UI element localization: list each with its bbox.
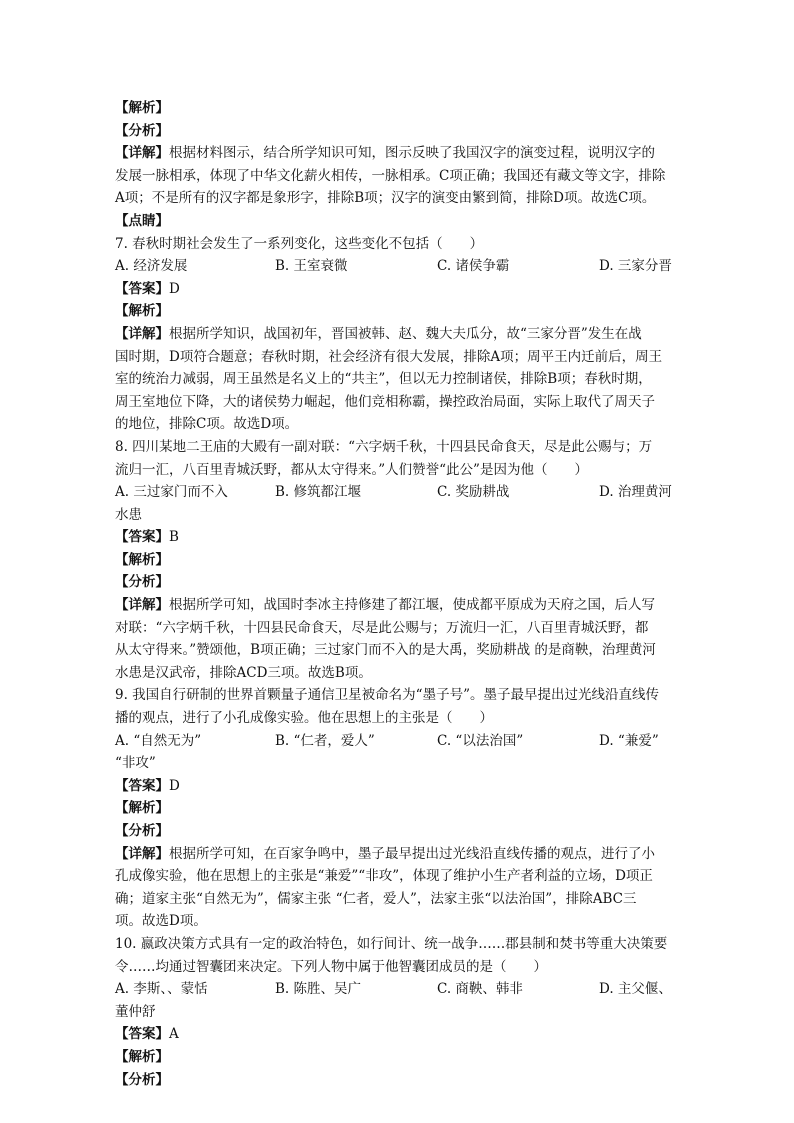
analysis-tag: 【解析】 (115, 800, 169, 817)
q7-option-a: A. 经济发展 (115, 258, 188, 275)
q7-detail-line-4: 周王室地位下降，大的诸侯势力崛起，他们竞相称霸，操控政治局面，实际上取代了周天子 (115, 393, 655, 410)
q9-detail-line-1: 根据所学可知，在百家争鸣中，墨子最早提出过光线沿直线传播的观点，进行了小 (169, 845, 655, 862)
q8-detail-line-4: 水患是汉武帝，排除ACD三项。故选B项。 (115, 664, 372, 681)
q9-answer (115, 775, 685, 798)
q10-option-d: D. 主父偃、 (599, 981, 672, 998)
q6-detail-line-3: A项；不是所有的汉字都是象形字，排除B项；汉字的演变由繁到简，排除D项。故选C项。 (115, 190, 656, 207)
detail-tag: 【详解】 (115, 325, 169, 342)
q6-detail (115, 142, 685, 165)
q7-detail-line-3: 室的统治力减弱，周王虽然是名义上的“共主”，但以无力控制诸侯，排除B项；春秋时期， (115, 371, 652, 388)
q8-option-c: C. 奖励耕战 (437, 484, 510, 501)
q8-stem-line-2: 流归一汇，八百里青城沃野，都从太守得来。”人们赞誉“此公”是因为他（ ） (115, 461, 588, 478)
answer-tag: 【答案】 (115, 529, 169, 546)
q7-detail-line-5: 的地位，排除C项。故选D项。 (115, 416, 299, 433)
remark-tag: 【点睛】 (115, 212, 169, 229)
breakdown-tag: 【分析】 (115, 574, 169, 591)
q9-option-a: A. “自然无为” (115, 732, 202, 749)
q8-options (115, 481, 685, 504)
q7-answer (115, 278, 685, 301)
q10-options (115, 978, 685, 1001)
q10-option-c: C. 商鞅、韩非 (437, 981, 523, 998)
q8-stem-line-1: 8. 四川某地二王庙的大殿有一副对联：“六字炳千秋，十四县民命食天，尽是此公赐与；万 (115, 438, 653, 455)
q7-option-c: C. 诸侯争霸 (437, 258, 510, 275)
q9-option-c: C. “以法治国” (437, 732, 524, 749)
q8-detail (115, 594, 685, 617)
q8-option-d-cont: 水患 (115, 506, 142, 523)
q7-detail-line-1: 根据所学知识，战国初年，晋国被韩、赵、魏大夫瓜分，故“三家分晋”发生在战 (169, 325, 642, 342)
q9-detail-line-2: 孔成像实验，他在思想上的主张是“兼爱”“非攻”，体现了维护小生产者利益的立场，D项正 (115, 868, 653, 885)
q9-detail (115, 843, 685, 866)
q10-option-d-cont: 董仲舒 (115, 1003, 156, 1020)
q8-answer (115, 526, 685, 549)
q8-answer-value: B (169, 529, 179, 546)
q7-stem: 7. 春秋时期社会发生了一系列变化，这些变化不包括（ ） (115, 235, 484, 252)
q7-option-d: D. 三家分晋 (599, 258, 672, 275)
q10-option-a: A. 李斯、、蒙恬 (115, 981, 208, 998)
q9-stem-line-1: 9. 我国自行研制的世界首颗量子通信卫星被命名为“墨子号”。墨子最早提出过光线沿直线传 (115, 687, 659, 704)
detail-tag: 【详解】 (115, 597, 169, 614)
q7-answer-value: D (169, 280, 180, 297)
q10-answer (115, 1023, 685, 1046)
q7-detail (115, 323, 685, 346)
analysis-tag: 【解析】 (115, 303, 169, 320)
q9-option-d: D. “兼爱” (599, 732, 659, 749)
analysis-tag: 【解析】 (115, 1048, 169, 1065)
breakdown-tag: 【分析】 (115, 122, 169, 139)
breakdown-tag: 【分析】 (115, 1071, 169, 1088)
q8-detail-line-3: 从太守得来。”赞颂他，B项正确；三过家门而不入的是大禹，奖励耕战 的是商鞅，治理黄河 (115, 642, 656, 659)
analysis-tag: 【解析】 (115, 551, 169, 568)
q10-option-b: B. 陈胜、吴广 (275, 981, 362, 998)
q7-option-b: B. 王室衰微 (275, 258, 348, 275)
q8-option-b: B. 修筑都江堰 (275, 484, 362, 501)
q8-option-d: D. 治理黄河 (599, 484, 672, 501)
answer-tag: 【答案】 (115, 1026, 169, 1043)
analysis-tag: 【解析】 (115, 100, 169, 116)
answer-tag: 【答案】 (115, 280, 169, 297)
q9-option-d-cont: “非攻” (115, 755, 156, 772)
document-page (115, 97, 685, 1091)
q9-stem-line-2: 播的观点，进行了小孔成像实验。他在思想上的主张是（ ） (115, 710, 493, 727)
breakdown-tag: 【分析】 (115, 823, 169, 839)
q6-detail-line-1: 根据材料图示，结合所学知识可知，图示反映了我国汉字的演变过程，说明汉字的 (169, 145, 655, 162)
detail-tag: 【详解】 (115, 145, 169, 162)
q9-detail-line-3: 确；道家主张“自然无为”，儒家主张 “仁者，爱人”，法家主张“以法治国”，排除ABC三 (115, 890, 637, 907)
q7-options (115, 255, 685, 278)
q10-answer-value: A (169, 1026, 179, 1043)
q6-detail-line-2: 发展一脉相承，体现了中华文化薪火相传，一脉相承。C项正确；我国还有藏文等文字，排除 (115, 167, 666, 184)
q8-option-a: A. 三过家门而不入 (115, 484, 228, 501)
q8-detail-line-2: 对联：“六字炳千秋，十四县民命食天，尽是此公赐与；万流归一汇，八百里青城沃野，都 (115, 619, 649, 636)
q7-detail-line-2: 国时期，D项符合题意；春秋时期，社会经济有很大发展，排除A项；周平王内迁前后，周王 (115, 348, 663, 365)
q9-option-b: B. “仁者，爱人” (275, 732, 375, 749)
q10-stem-line-1: 10. 嬴政决策方式具有一定的政治特色，如行间计、统一战争……郡县制和焚书等重大决策要 (115, 935, 668, 952)
q9-answer-value: D (169, 777, 180, 794)
q9-detail-line-4: 项。故选D项。 (115, 913, 207, 930)
q9-options (115, 730, 685, 753)
q10-stem-line-2: 令……均通过智囊团来决定。下列人物中属于他智囊团成员的是（ ） (115, 958, 547, 975)
detail-tag: 【详解】 (115, 845, 169, 862)
q8-detail-line-1: 根据所学可知，战国时李冰主持修建了都江堰，使成都平原成为天府之国，后人写 (169, 597, 655, 614)
answer-tag: 【答案】 (115, 777, 169, 794)
